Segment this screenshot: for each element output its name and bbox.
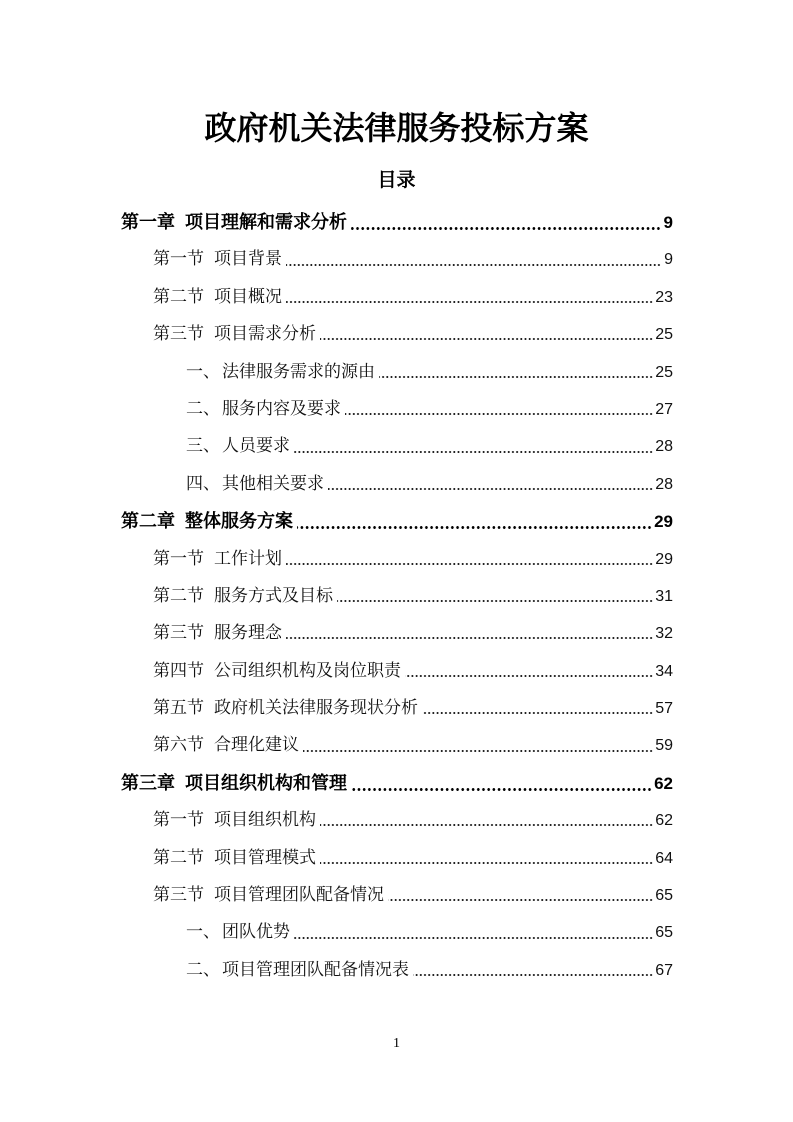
toc-section-entry[interactable] xyxy=(121,840,673,877)
dot-leader xyxy=(320,812,653,829)
toc-section-entry[interactable] xyxy=(121,316,673,353)
dot-leader xyxy=(345,401,653,418)
toc-entry-label xyxy=(153,727,299,764)
toc-entry-number: 一、 xyxy=(186,922,220,943)
toc-entry-title: 整体服务方案 xyxy=(185,511,293,533)
toc-entry-number: 四、 xyxy=(186,473,220,494)
toc-entry-page: 29 xyxy=(654,512,673,532)
toc-entry-label xyxy=(121,503,293,540)
toc-entry-title: 人员要求 xyxy=(222,436,290,457)
toc-entry-title: 项目概况 xyxy=(214,286,282,307)
toc-entry-page: 67 xyxy=(655,961,673,979)
toc-entry-number: 二、 xyxy=(186,959,220,980)
toc-entry-page: 27 xyxy=(655,400,673,418)
toc-heading: 目录 xyxy=(377,169,416,191)
toc-entry-page: 23 xyxy=(655,288,673,306)
toc-subsection-entry[interactable] xyxy=(121,391,673,428)
dot-leader xyxy=(422,700,653,717)
toc-entry-title: 其他相关要求 xyxy=(222,473,324,494)
toc-entry-label xyxy=(153,653,401,690)
toc-entry-number: 一、 xyxy=(186,361,220,382)
toc-entry-page: 64 xyxy=(655,849,673,867)
dot-leader xyxy=(320,850,653,867)
dot-leader xyxy=(388,887,653,904)
toc-entry-page: 29 xyxy=(655,550,673,568)
toc-entry-title: 项目管理团队配备情况表 xyxy=(222,959,409,980)
toc-section-entry[interactable] xyxy=(121,615,673,652)
toc-entry-title: 项目组织机构 xyxy=(214,810,316,831)
toc-entry-page: 62 xyxy=(655,812,673,830)
toc-chapter-entry[interactable] xyxy=(121,765,673,802)
dot-leader xyxy=(294,925,653,942)
toc-entry-label xyxy=(153,802,316,839)
toc-entry-number: 第一节 xyxy=(153,810,204,831)
dot-leader xyxy=(320,326,653,343)
dot-leader xyxy=(413,962,653,979)
dot-leader xyxy=(294,439,653,456)
toc-entry-title: 服务理念 xyxy=(214,623,282,644)
toc-entry-number: 第三节 xyxy=(153,623,204,644)
toc-section-entry[interactable] xyxy=(121,802,673,839)
toc-entry-title: 法律服务需求的源由 xyxy=(222,361,375,382)
toc-entry-title: 政府机关法律服务现状分析 xyxy=(214,698,418,719)
toc-entry-title: 项目组织机构和管理 xyxy=(185,772,347,794)
toc-entry-number: 第二节 xyxy=(153,585,204,606)
toc-entry-label xyxy=(153,690,418,727)
toc-section-entry[interactable] xyxy=(121,541,673,578)
toc-subsection-entry[interactable] xyxy=(121,914,673,951)
toc-entry-label xyxy=(153,241,282,278)
dot-leader xyxy=(303,738,653,755)
toc-entry-page: 28 xyxy=(655,438,673,456)
toc-entry-number: 第三节 xyxy=(153,885,204,906)
document-title: 政府机关法律服务投标方案 xyxy=(204,109,589,147)
toc-entry-label xyxy=(186,428,290,465)
toc-entry-page: 59 xyxy=(655,737,673,755)
toc-entry-label xyxy=(121,204,347,241)
toc-entry-title: 团队优势 xyxy=(222,922,290,943)
toc-section-entry[interactable] xyxy=(121,279,673,316)
table-of-contents xyxy=(121,204,673,989)
toc-entry-label xyxy=(153,279,282,316)
toc-entry-title: 服务内容及要求 xyxy=(222,398,341,419)
toc-entry-number: 第三节 xyxy=(153,324,204,345)
toc-section-entry[interactable] xyxy=(121,877,673,914)
dot-leader xyxy=(286,252,661,269)
toc-subsection-entry[interactable] xyxy=(121,428,673,465)
toc-entry-page: 25 xyxy=(655,363,673,381)
toc-entry-number: 第二节 xyxy=(153,847,204,868)
toc-section-entry[interactable] xyxy=(121,727,673,764)
toc-entry-label xyxy=(153,578,333,615)
toc-entry-number: 二、 xyxy=(186,398,220,419)
toc-entry-page: 9 xyxy=(663,213,673,232)
toc-entry-label xyxy=(153,541,282,578)
toc-section-entry[interactable] xyxy=(121,241,673,278)
toc-entry-number: 第一章 xyxy=(121,212,175,233)
toc-entry-title: 合理化建议 xyxy=(214,735,299,756)
toc-entry-page: 31 xyxy=(655,587,673,605)
toc-entry-label xyxy=(186,952,409,989)
toc-entry-title: 项目管理团队配备情况 xyxy=(214,885,384,906)
toc-entry-title: 项目理解和需求分析 xyxy=(185,212,347,233)
dot-leader xyxy=(337,588,653,605)
dot-leader xyxy=(379,364,653,381)
page-number: 1 xyxy=(393,1036,400,1051)
toc-subsection-entry[interactable] xyxy=(121,354,673,391)
toc-entry-page: 9 xyxy=(664,251,673,269)
toc-entry-page: 62 xyxy=(654,773,673,793)
toc-entry-number: 第二章 xyxy=(121,511,175,533)
toc-entry-number: 第一节 xyxy=(153,249,204,270)
toc-entry-number: 第二节 xyxy=(153,286,204,307)
dot-leader xyxy=(286,289,653,306)
toc-subsection-entry[interactable] xyxy=(121,952,673,989)
toc-entry-number: 三、 xyxy=(186,436,220,457)
toc-entry-page: 32 xyxy=(655,625,673,643)
toc-entry-page: 25 xyxy=(655,326,673,344)
toc-subsection-entry[interactable] xyxy=(121,466,673,503)
toc-entry-number: 第五节 xyxy=(153,698,204,719)
toc-entry-label xyxy=(153,316,316,353)
toc-section-entry[interactable] xyxy=(121,653,673,690)
toc-entry-label xyxy=(186,391,341,428)
toc-section-entry[interactable] xyxy=(121,690,673,727)
toc-entry-label xyxy=(121,765,347,802)
dot-leader xyxy=(286,551,653,568)
toc-entry-number: 第六节 xyxy=(153,735,204,756)
toc-entry-page: 28 xyxy=(655,475,673,493)
toc-entry-label xyxy=(186,914,290,951)
toc-entry-title: 项目背景 xyxy=(214,249,282,270)
toc-entry-page: 57 xyxy=(655,700,673,718)
toc-entry-title: 项目管理模式 xyxy=(214,847,316,868)
toc-entry-page: 65 xyxy=(655,924,673,942)
toc-entry-label xyxy=(153,877,384,914)
dot-leader xyxy=(351,214,661,232)
toc-entry-title: 公司组织机构及岗位职责 xyxy=(214,660,401,681)
toc-section-entry[interactable] xyxy=(121,578,673,615)
toc-entry-label xyxy=(153,615,282,652)
toc-chapter-entry[interactable] xyxy=(121,204,673,241)
toc-entry-page: 34 xyxy=(655,662,673,680)
dot-leader xyxy=(405,663,653,680)
toc-entry-title: 工作计划 xyxy=(214,548,282,569)
toc-entry-title: 服务方式及目标 xyxy=(214,585,333,606)
toc-entry-label xyxy=(186,354,375,391)
dot-leader xyxy=(286,625,653,642)
toc-entry-label xyxy=(153,840,316,877)
toc-entry-number: 第三章 xyxy=(121,772,175,794)
dot-leader xyxy=(328,476,653,493)
toc-entry-title: 项目需求分析 xyxy=(214,324,316,345)
toc-entry-label xyxy=(186,466,324,503)
toc-entry-number: 第四节 xyxy=(153,660,204,681)
toc-chapter-entry[interactable] xyxy=(121,503,673,540)
dot-leader xyxy=(297,513,652,531)
toc-entry-number: 第一节 xyxy=(153,548,204,569)
dot-leader xyxy=(351,775,652,793)
toc-entry-page: 65 xyxy=(655,887,673,905)
